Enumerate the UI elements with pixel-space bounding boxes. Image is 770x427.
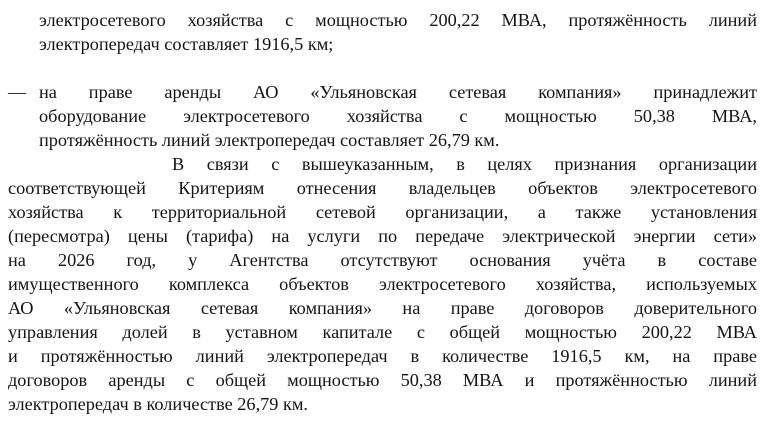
text-line: АО «Ульяновская сетевая компания» на праве договоров доверительного: [8, 298, 757, 318]
text-line: оборудование электросетевого хозяйства с мощностью 50,38 МВА,: [39, 106, 757, 126]
text-line: имущественного комплекса объектов электросетевого хозяйства, используемых: [8, 274, 757, 294]
text-line: управления долей в уставном капитале с общей мощностью 200,22 МВА: [8, 322, 757, 342]
text-line: и протяжённостью линий электропередач в количестве 1916,5 км, на праве: [8, 346, 757, 366]
text-line: (пересмотра) цены (тарифа) на услуги по передаче электрической энергии сети»: [8, 226, 757, 246]
text-line: на 2026 год, у Агентства отсутствуют основания учёта в составе: [8, 250, 757, 270]
text-line: протяжённость линий электропередач составляет 26,79 км.: [39, 130, 500, 150]
text-line: на праве аренды АО «Ульяновская сетевая компания» принадлежит: [39, 82, 757, 102]
list-dash: —: [8, 82, 27, 102]
text-line: договоров аренды с общей мощностью 50,38 МВА и протяжённостью линий: [8, 370, 757, 390]
paragraph-first-line: В связи с вышеуказанным, в целях признания организации: [172, 154, 757, 174]
text-line: электропередач составляет 1916,5 км;: [39, 34, 334, 54]
text-line: электропередач в количестве 26,79 км.: [8, 394, 309, 414]
text-line: соответствующей Критериям отнесения владельцев объектов электросетевого: [8, 178, 757, 198]
text-line: электросетевого хозяйства с мощностью 200,22 МВА, протяжённость линий: [39, 10, 757, 30]
text-line: хозяйства к территориальной сетевой организации, а также установления: [8, 202, 757, 222]
